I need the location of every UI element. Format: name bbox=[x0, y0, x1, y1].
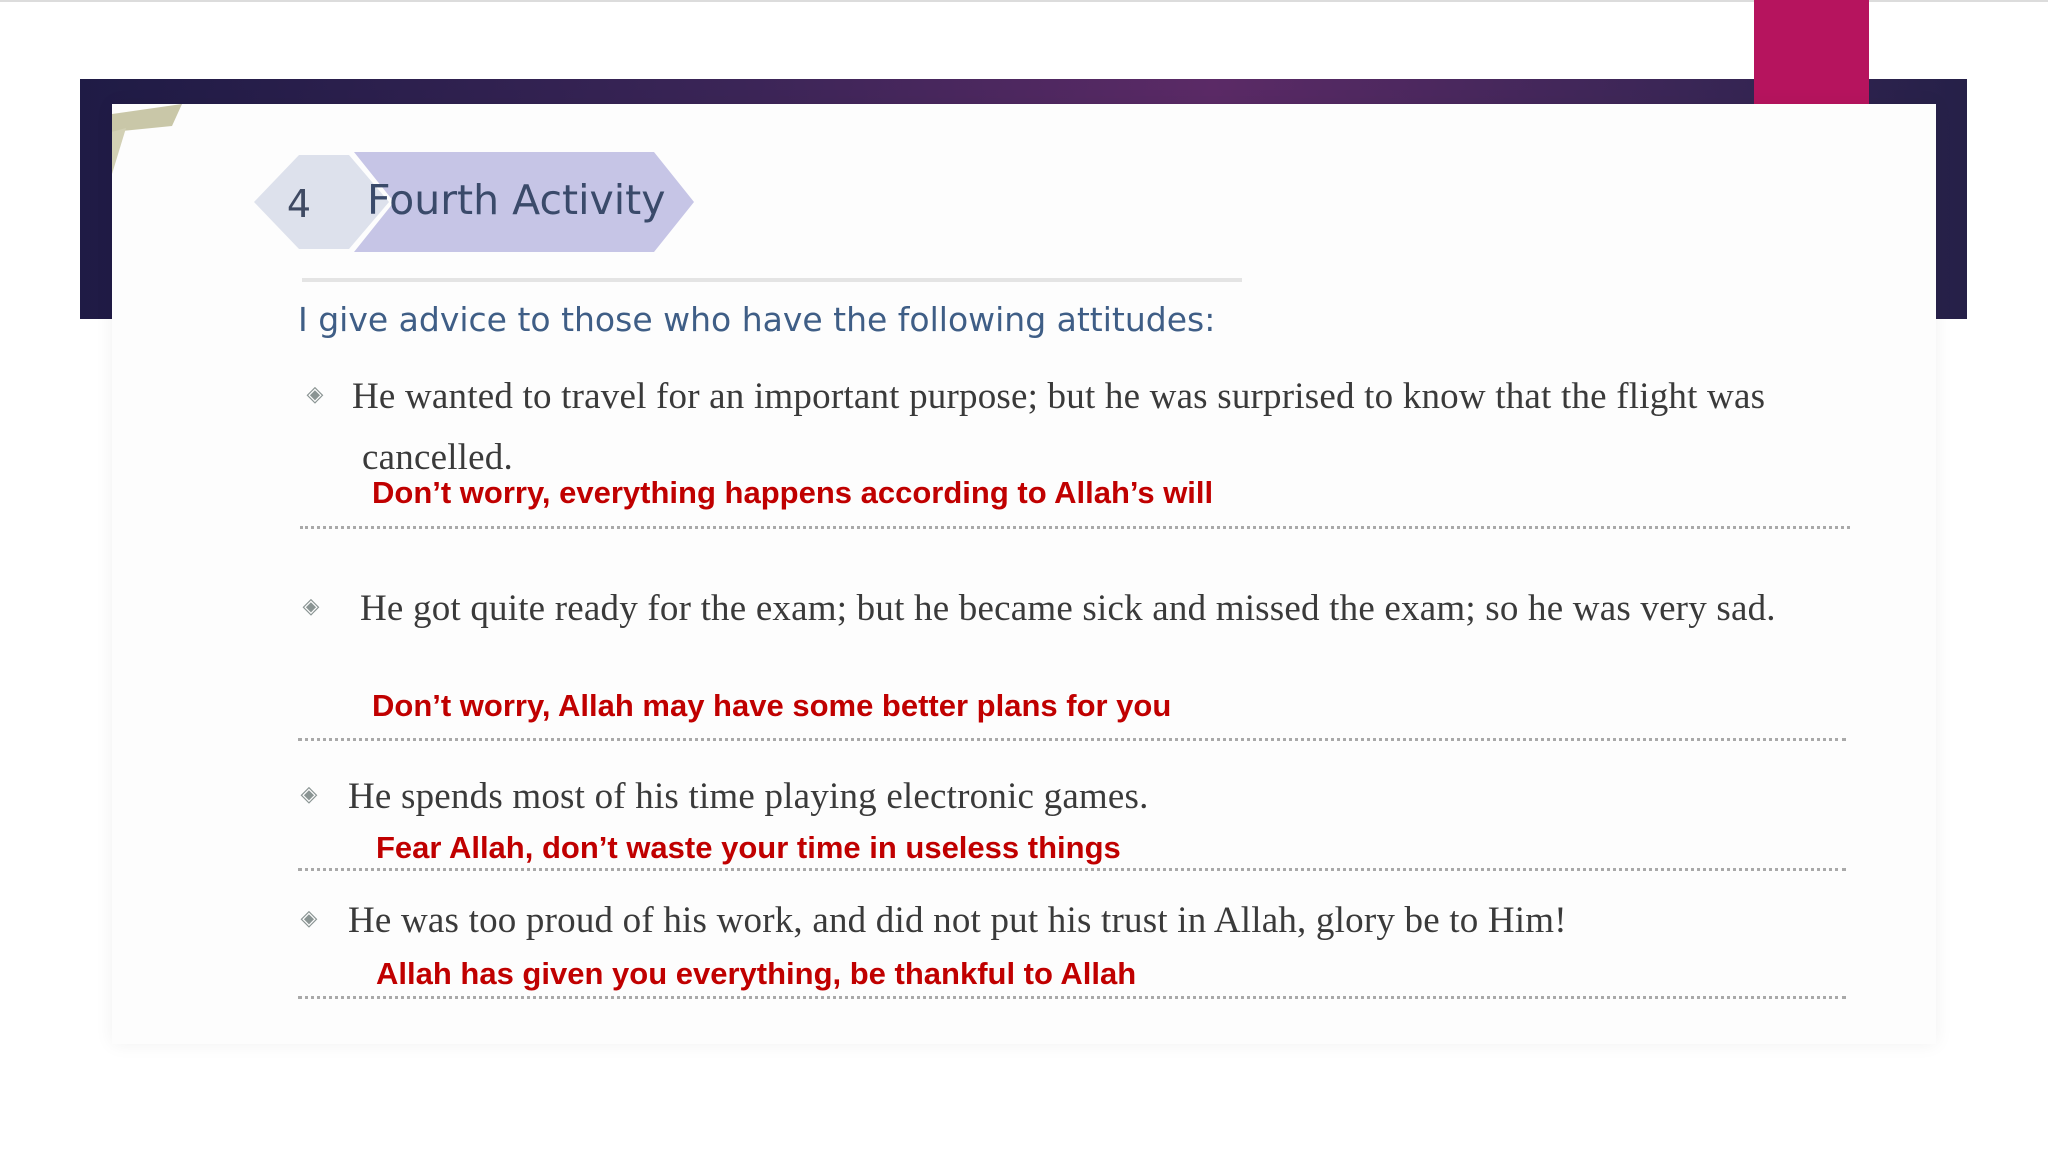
diamond-bullet-icon: ◈ bbox=[300, 906, 318, 931]
answer-line-3 bbox=[298, 868, 1846, 871]
attitude-text-4: He was too proud of his work, and did not put his trust in Allah, glory be to Him! bbox=[348, 900, 1567, 941]
advice-answer-1: Don’t worry, everything happens according to Allah’s will bbox=[372, 475, 1214, 510]
diamond-bullet-icon: ◈ bbox=[300, 782, 318, 807]
advice-answer-4: Allah has given you everything, be thankful to Allah bbox=[376, 956, 1137, 991]
advice-answer-3: Fear Allah, don’t waste your time in useless things bbox=[376, 830, 1121, 865]
diamond-bullet-icon: ◈ bbox=[306, 382, 324, 407]
answer-line-1 bbox=[300, 526, 1850, 529]
heading-divider bbox=[302, 278, 1242, 282]
answer-line-4 bbox=[298, 996, 1846, 999]
attitude-text-3: He spends most of his time playing electronic games. bbox=[348, 776, 1149, 817]
activity-title: Fourth Activity bbox=[367, 176, 666, 224]
activity-number: 4 bbox=[286, 182, 312, 226]
top-border-line bbox=[0, 0, 2048, 2]
attitude-text-2: He got quite ready for the exam; but he became sick and missed the exam; so he was very sad. bbox=[360, 588, 1776, 629]
page-corner-mark bbox=[112, 104, 182, 174]
attitude-text-1: He wanted to travel for an important purpose; but he was surprised to know that the flight was cancelled. bbox=[352, 376, 1766, 478]
activity-instruction: I give advice to those who have the following attitudes: bbox=[298, 300, 1216, 339]
answer-line-2 bbox=[298, 738, 1846, 741]
advice-answer-2: Don’t worry, Allah may have some better plans for you bbox=[372, 688, 1172, 723]
textbook-page bbox=[112, 104, 1936, 1044]
diamond-bullet-icon: ◈ bbox=[302, 594, 320, 619]
accent-tab bbox=[1754, 0, 1869, 104]
